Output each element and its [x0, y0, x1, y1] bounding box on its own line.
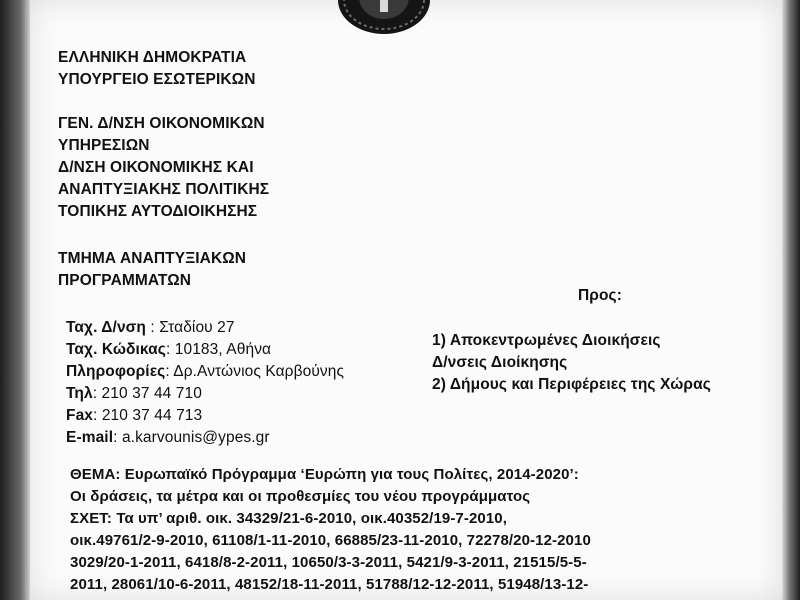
reference-text-1: Τα υπ’ αριθ. οικ. 34329/21-6-2010, οικ.40352/19-7-2010, [116, 510, 508, 527]
fax-label: Fax [66, 407, 94, 424]
address-label: Ταχ. Δ/νση [66, 319, 146, 336]
email-row [66, 430, 270, 446]
subject-line-2: Οι δράσεις, τα μέτρα και οι προθεσμίες του νέου προγράμματος [70, 488, 531, 505]
directorate-line-1: ΓΕΝ. Δ/ΝΣΗ ΟΙΚΟΝΟΜΙΚΩΝ [58, 115, 265, 132]
address-value: : Σταδίου 27 [150, 319, 235, 336]
postcode-row [66, 342, 271, 358]
info-label: Πληροφορίες [66, 363, 166, 380]
subject-label: ΘΕΜΑ: [70, 466, 121, 483]
fax-value: : 210 37 44 713 [93, 407, 203, 424]
ministry-title: ΥΠΟΥΡΓΕΙΟ ΕΣΩΤΕΡΙΚΩΝ [58, 71, 256, 88]
reference-line-4: 2011, 28061/10-6-2011, 48152/18-11-2011, 51788/12-12-2011, 51948/13-12- [70, 576, 589, 593]
greek-emblem-icon [335, 0, 433, 36]
department-line-2: ΠΡΟΓΡΑΜΜΑΤΩΝ [58, 272, 192, 289]
subject-line-1 [70, 467, 579, 482]
subject-text: Ευρωπαϊκό Πρόγραμμα ‘Ευρώπη για τους Πολίτες, 2014-2020’: [120, 466, 579, 483]
reference-line-1 [70, 511, 507, 526]
scan-left-edge [0, 0, 30, 600]
email-value: : a.karvounis@ypes.gr [113, 429, 270, 446]
info-row [66, 364, 344, 380]
letter-page [30, 0, 782, 600]
phone-label: Τηλ [66, 385, 93, 402]
reference-label: ΣΧΕΤ: [70, 510, 113, 527]
republic-title: ΕΛΛΗΝΙΚΗ ΔΗΜΟΚΡΑΤΙΑ [58, 49, 247, 66]
phone-row [66, 386, 202, 402]
recipient-line-2: Δ/νσεις Διοίκησης [432, 354, 568, 371]
scan-right-edge [782, 0, 800, 600]
directorate-line-4: ΑΝΑΠΤΥΞΙΑΚΗΣ ΠΟΛΙΤΙΚΗΣ [58, 181, 270, 198]
info-value: : Δρ.Αντώνιος Καρβούνης [165, 363, 345, 380]
address-row [66, 320, 235, 336]
email-label: E-mail [66, 429, 114, 446]
directorate-line-2: ΥΠΗΡΕΣΙΩΝ [58, 137, 150, 154]
directorate-line-3: Δ/ΝΣΗ ΟΙΚΟΝΟΜΙΚΗΣ ΚΑΙ [58, 159, 254, 176]
directorate-line-5: ΤΟΠΙΚΗΣ ΑΥΤΟΔΙΟΙΚΗΣΗΣ [58, 203, 258, 220]
recipient-line-1: 1) Αποκεντρωμένες Διοικήσεις [432, 332, 661, 349]
recipients-heading: Προς: [578, 287, 622, 304]
fax-row [66, 408, 202, 424]
phone-value: : 210 37 44 710 [92, 385, 202, 402]
reference-line-2: οικ.49761/2-9-2010, 61108/1-11-2010, 66885/23-11-2010, 72278/20-12-2010 [70, 532, 591, 549]
reference-line-3: 3029/20-1-2011, 6418/8-2-2011, 10650/3-3-2011, 5421/9-3-2011, 21515/5-5- [70, 554, 587, 571]
postcode-value: : 10183, Αθήνα [165, 341, 272, 358]
recipient-line-3: 2) Δήμους και Περιφέρειες της Χώρας [432, 376, 711, 393]
department-line-1: ΤΜΗΜΑ ΑΝΑΠΤΥΞΙΑΚΩΝ [58, 250, 247, 267]
postcode-label: Ταχ. Κώδικας [66, 341, 166, 358]
